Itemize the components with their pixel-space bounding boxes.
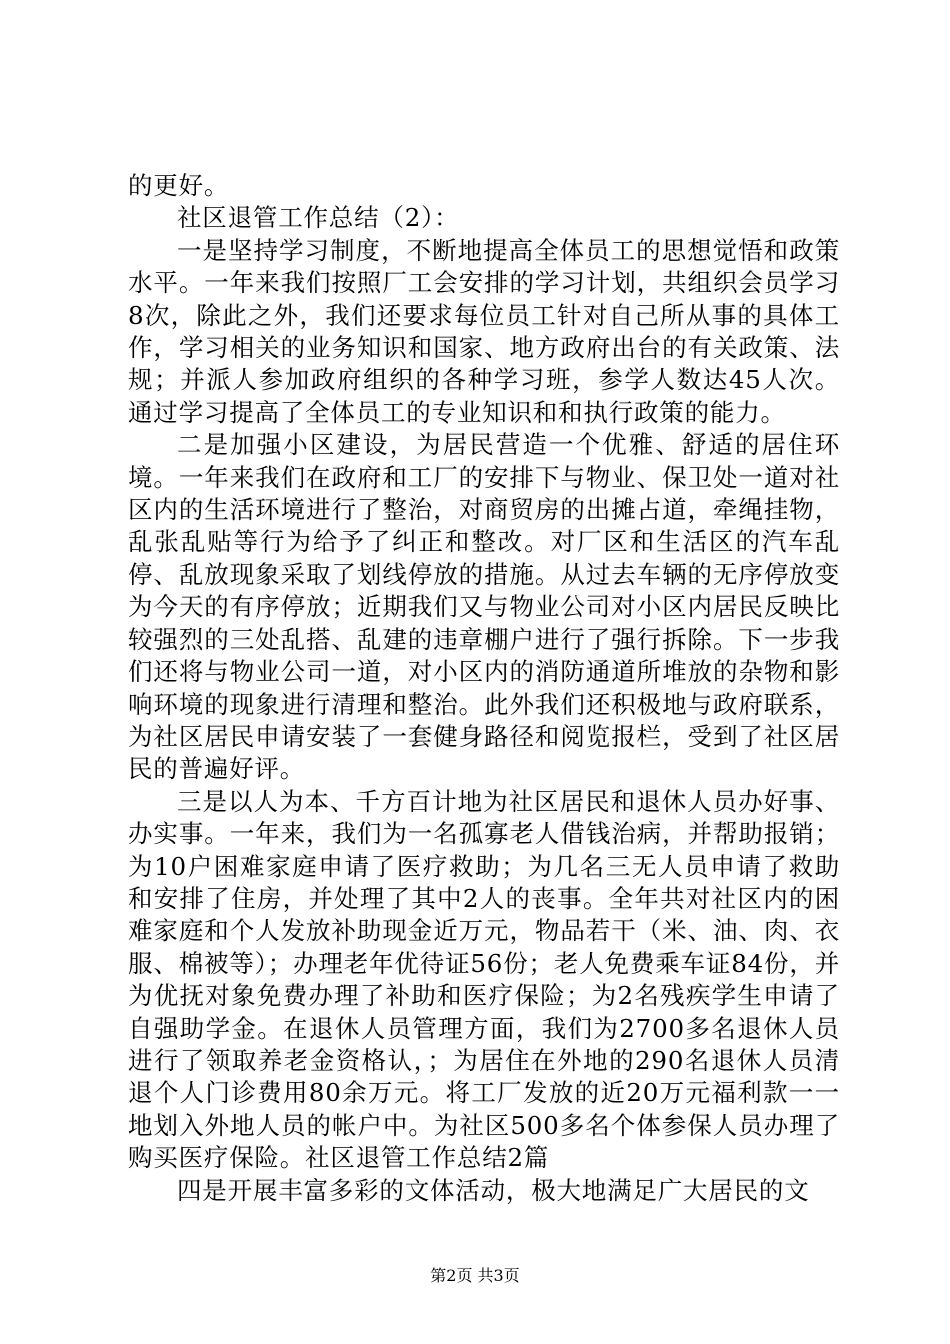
paragraph-cultural-activities: 四是开展丰富多彩的文体活动，极大地满足广大居民的文 <box>177 1175 810 1205</box>
document-body <box>128 170 840 1207</box>
section-heading: 社区退管工作总结（2）： <box>177 203 460 233</box>
paragraph-people-oriented: 三是以人为本、千方百计地为社区居民和退休人员办好事、办实事。一年来，我们为一名孤寡老人借钱治病，并帮助报销；为10户困难家庭申请了医疗救助；为几名三无人员申请了救助和安排了住房，并处理了其中2人的丧事。全年共对社区内的困难家庭和个人发放补助现金近万元，物品若干（米、油、肉、衣服、棉被等）；办理老年优待证56份；老人免费乘车证84份，并为优抚对象免费办理了补助和医疗保险；为2名残疾学生申请了自强助学金。在退休人员管理方面，我们为2700多名退休人员进行了领取养老金资格认，；为居住在外地的290名退休人员清退个人门诊费用80余万元。将工厂发放的近20万元福利款一一地划入外地人员的帐户中。为社区500多名个体参保人员办理了购买医疗保险。社区退管工作总结2篇 <box>128 786 841 1173</box>
page-footer: 第2页 共3页 <box>430 1266 520 1285</box>
paragraph-study-system: 一是坚持学习制度，不断地提高全体员工的思想觉悟和政策水平。一年来我们按照厂工会安排的学习计划，共组织会员学习8次，除此之外，我们还要求每位员工针对自己所从事的具体工作，学习相关的业务知识和国家、地方政府出台的有关政策、法规；并派人参加政府组织的各种学习班，参学人数达45人次。通过学习提高了全体员工的专业知识和和执行政策的能力。 <box>128 235 840 427</box>
paragraph-continuation: 的更好。 <box>128 171 230 200</box>
paragraph-community-building: 二是加强小区建设，为居民营造一个优雅、舒适的居住环境。一年来我们在政府和工厂的安排下与物业、保卫处一道对社区内的生活环境进行了整治，对商贸房的出摊占道，牵绳挂物，乱张乱贴等行为给予了纠正和整改。对厂区和生活区的汽车乱停、乱放现象采取了划线停放的措施。从过去车辆的无序停放变为今天的有序停放；近期我们又与物业公司对小区内居民反映比较强烈的三处乱搭、乱建的违章棚户进行了强行拆除。下一步我们还将与物业公司一道，对小区内的消防通道所堆放的杂物和影响环境的现象进行清理和整治。此外我们还积极地与政府联系，为社区居民申请安装了一套健身路径和阅览报栏，受到了社区居民的普遍好评。 <box>128 430 840 784</box>
